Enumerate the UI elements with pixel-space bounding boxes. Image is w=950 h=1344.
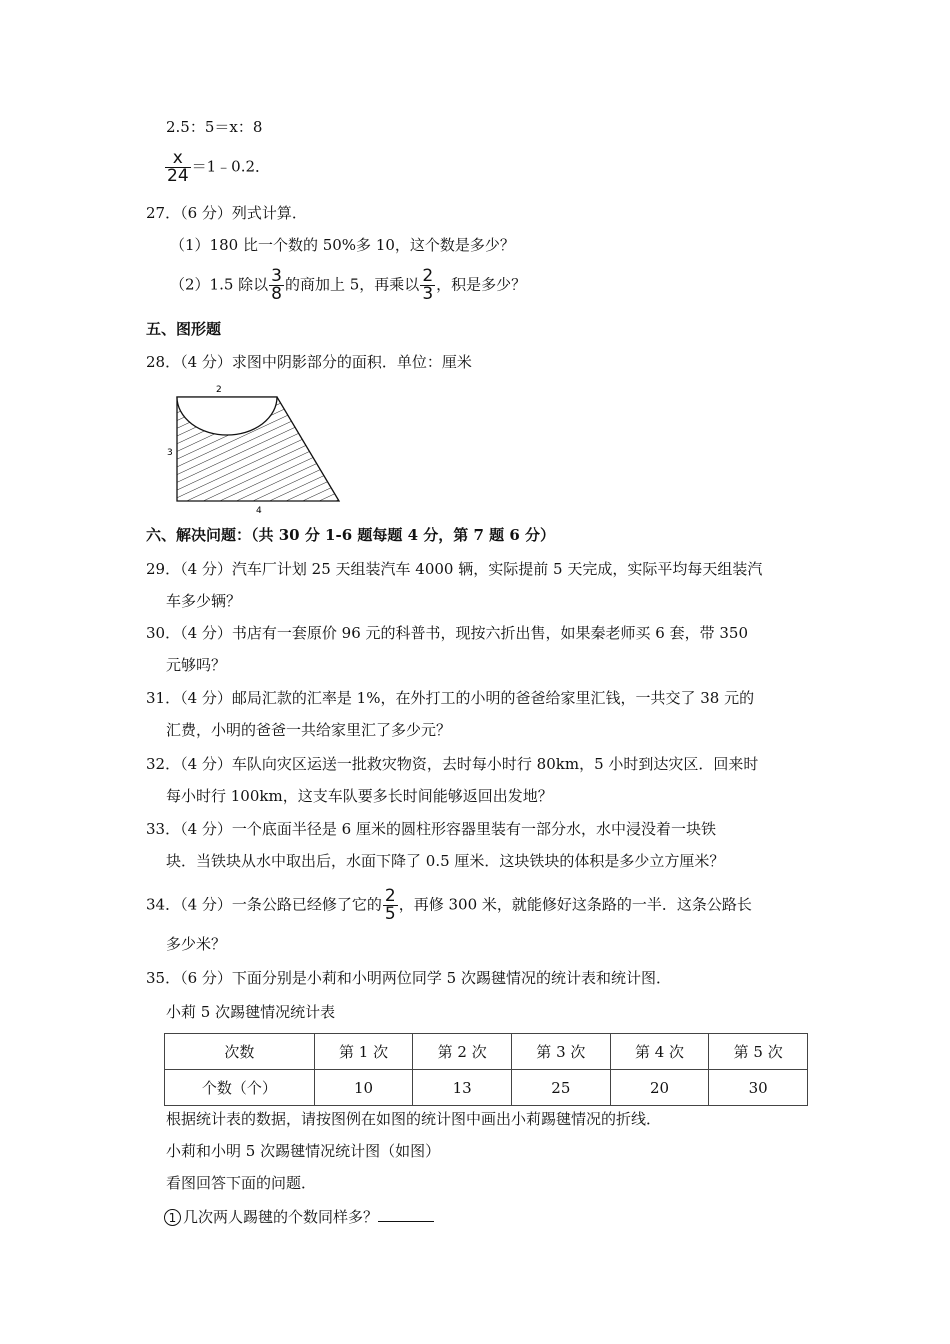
table-cell: 次数 — [165, 1034, 315, 1070]
q29-line2: 车多少辆？ — [166, 592, 242, 610]
q29-line1: 29．（4 分）汽车厂计划 25 天组装汽车 4000 辆，实际提前 5 天完成，实际平均每天组装汽 — [146, 560, 763, 578]
q35-sub1: 1 几次两人踢毽的个数同样多？ — [164, 1207, 434, 1227]
table-cell: 第 5 次 — [709, 1034, 808, 1070]
look-and-answer: 看图回答下面的问题． — [166, 1174, 317, 1192]
q30-line2: 元够吗？ — [166, 656, 227, 674]
table-cell: 第 3 次 — [512, 1034, 611, 1070]
label-bottom: 4 — [256, 506, 262, 515]
answer-blank[interactable] — [378, 1207, 434, 1222]
q31-line1: 31．（4 分）邮局汇款的汇率是 1%，在外打工的小明的爸爸给家里汇钱，一共交了 38 元的 — [146, 689, 755, 707]
table-cell: 第 4 次 — [610, 1034, 709, 1070]
kicking-stats-table — [164, 1033, 808, 1106]
q27-part2: （2）1.5 除以 $\frac{3}{8}$ 的商加上 5，再乘以 $\frac{2}{3}$ ，积是多少？ — [170, 266, 527, 304]
table-cell: 个数（个） — [165, 1070, 315, 1106]
table-cell: 30 — [709, 1070, 808, 1106]
table-cell: 20 — [610, 1070, 709, 1106]
table-cell: 第 1 次 — [314, 1034, 413, 1070]
section-5-heading: 五、图形题 — [146, 320, 222, 338]
q35-title: 35．（6 分）下面分别是小莉和小明两位同学 5 次踢毽情况的统计表和统计图． — [146, 969, 671, 987]
table-title: 小莉 5 次踢毽情况统计表 — [166, 1003, 336, 1021]
fraction-2-5: $\frac{2}{5}$ — [384, 886, 396, 924]
equation-2: $\frac{x}{24}$ ＝1﹣0.2． — [167, 148, 271, 186]
chart-caption: 小莉和小明 5 次踢毽情况统计图（如图） — [166, 1142, 441, 1160]
q32-line2: 每小时行 100km，这支车队要多长时间能够返回出发地？ — [166, 787, 553, 805]
equation-1: 2.5：5＝x：8 — [166, 118, 263, 136]
q32-line1: 32．（4 分）车队向灾区运送一批救灾物资，去时每小时行 80km，5 小时到达灾区．回来时 — [146, 755, 759, 773]
q34-line1: 34．（4 分）一条公路已经修了它的 $\frac{2}{5}$ ，再修 300 米，就能修好这条路的一半．这条公路长 — [146, 886, 752, 924]
section-6-heading: 六、解决问题：（共 30 分 1-6 题每题 4 分，第 7 题 6 分） — [146, 526, 556, 544]
table-header-row — [165, 1034, 808, 1070]
q27-part1: （1）180 比一个数的 50%多 10，这个数是多少？ — [170, 236, 515, 254]
q31-line2: 汇费，小明的爸爸一共给家里汇了多少元？ — [166, 721, 452, 739]
q35-instruction: 根据统计表的数据，请按图例在如图的统计图中画出小莉踢毽情况的折线． — [166, 1110, 662, 1128]
q33-line2: 块．当铁块从水中取出后，水面下降了 0.5 厘米．这块铁块的体积是多少立方厘米？ — [166, 852, 725, 870]
fraction-x-over-24: $\frac{x}{24}$ — [167, 148, 189, 186]
circled-number: 1 — [164, 1209, 181, 1226]
q34-line2: 多少米？ — [166, 935, 227, 953]
q28-title: 28．（4 分）求图中阴影部分的面积．单位：厘米 — [146, 353, 472, 371]
table-cell: 25 — [512, 1070, 611, 1106]
label-top: 2 — [216, 385, 222, 395]
q33-line1: 33．（4 分）一个底面半径是 6 厘米的圆柱形容器里装有一部分水，水中浸没着一块铁 — [146, 820, 716, 838]
table-cell: 10 — [314, 1070, 413, 1106]
table-row — [165, 1070, 808, 1106]
label-left: 3 — [167, 448, 173, 458]
fraction-2-3: $\frac{2}{3}$ — [422, 266, 434, 304]
fraction-3-8: $\frac{3}{8}$ — [271, 266, 282, 304]
q30-line1: 30．（4 分）书店有一套原价 96 元的科普书，现按六折出售，如果秦老师买 6 套，带 350 — [146, 624, 749, 642]
q27-title: 27．（6 分）列式计算． — [146, 204, 307, 222]
table-cell: 第 2 次 — [413, 1034, 512, 1070]
shaded-trapezoid-figure — [164, 380, 344, 515]
table-cell: 13 — [413, 1070, 512, 1106]
